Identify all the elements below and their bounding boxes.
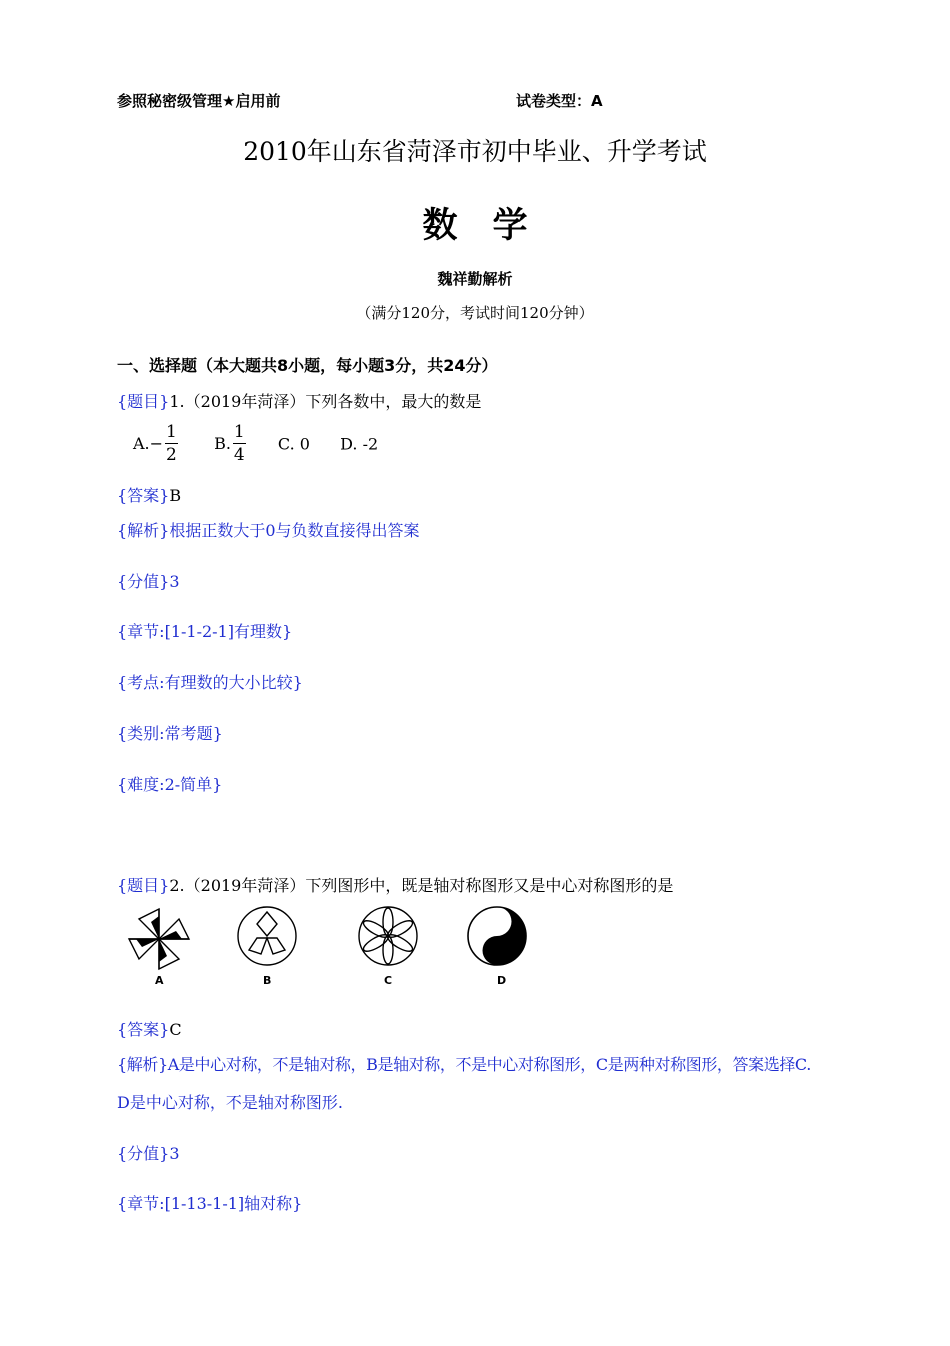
figure-d-label: D: [497, 974, 507, 987]
q1-option-a-fraction: $\frac{1}{2}$: [166, 422, 177, 465]
q2-answer-tag: {答案}: [117, 1020, 170, 1039]
q1-analysis: 根据正数大于0与负数直接得出答案: [169, 521, 420, 540]
q1-difficulty: {难度:2-简单}: [117, 775, 223, 794]
q2-answer: C: [169, 1020, 182, 1039]
q1-option-c: C. 0: [277, 434, 310, 454]
paper-type-label: 试卷类型：A: [516, 92, 603, 110]
figure-c-flower: [356, 904, 420, 968]
q2-analysis-tag: {解析}: [117, 1055, 168, 1074]
q2-score: {分值}3: [117, 1144, 180, 1163]
q1-analysis-tag: {解析}: [117, 521, 170, 540]
q1-point: {考点:有理数的大小比较}: [117, 673, 303, 692]
figure-b-label: B: [263, 974, 272, 987]
q1-option-b: B. $\frac{1}{4}$: [214, 422, 245, 465]
q2-stem-tag: {题目}: [117, 876, 170, 895]
q1-stem-row: [117, 389, 481, 412]
exam-info: （满分120分，考试时间120分钟）: [356, 304, 594, 322]
q1-answer-tag: {答案}: [117, 486, 170, 505]
figure-a-pinwheel: [124, 904, 194, 974]
q1-stem: 1.（2019年菏泽）下列各数中，最大的数是: [169, 392, 482, 411]
q1-answer: B: [169, 486, 182, 505]
figure-a-label: A: [155, 974, 164, 987]
q1-answer-row: [117, 483, 181, 506]
q2-analysis-row: [117, 1052, 811, 1075]
q2-stem: 2.（2019年菏泽）下列图形中，既是轴对称图形又是中心对称图形的是: [169, 876, 674, 895]
section-heading: 一、选择题（本大题共8小题，每小题3分，共24分）: [117, 356, 498, 375]
q1-options: [133, 424, 378, 464]
figure-b-rhombi: [235, 904, 299, 968]
q2-chapter: {章节:[1-13-1-1]轴对称}: [117, 1194, 303, 1213]
q1-score: {分值}3: [117, 572, 180, 591]
q1-chapter: {章节:[1-1-2-1]有理数}: [117, 622, 293, 641]
q1-option-a: A.− $\frac{1}{2}$: [133, 422, 177, 465]
q2-stem-row: [117, 873, 673, 896]
q1-option-b-fraction: $\frac{1}{4}$: [233, 422, 245, 465]
figure-c-label: C: [384, 974, 393, 987]
q1-stem-tag: {题目}: [117, 392, 170, 411]
q2-analysis-line1: A是中心对称，不是轴对称，B是轴对称，不是中心对称图形，C是两种对称图形，答案选择C.: [167, 1055, 811, 1074]
q2-answer-row: [117, 1017, 182, 1040]
q2-analysis-line2: D是中心对称，不是轴对称图形.: [117, 1093, 343, 1112]
confidential-label: 参照秘密级管理★启用前: [117, 92, 281, 110]
q1-option-d: D. -2: [340, 434, 379, 454]
author-line: 魏祥勤解析: [437, 270, 513, 288]
q1-analysis-row: [117, 518, 420, 541]
subject-title: 数 学: [422, 205, 528, 246]
exam-title: 2010年山东省菏泽市初中毕业、升学考试: [243, 137, 707, 166]
q1-category: {类别:常考题}: [117, 724, 223, 743]
figure-d-yinyang: [465, 904, 529, 968]
